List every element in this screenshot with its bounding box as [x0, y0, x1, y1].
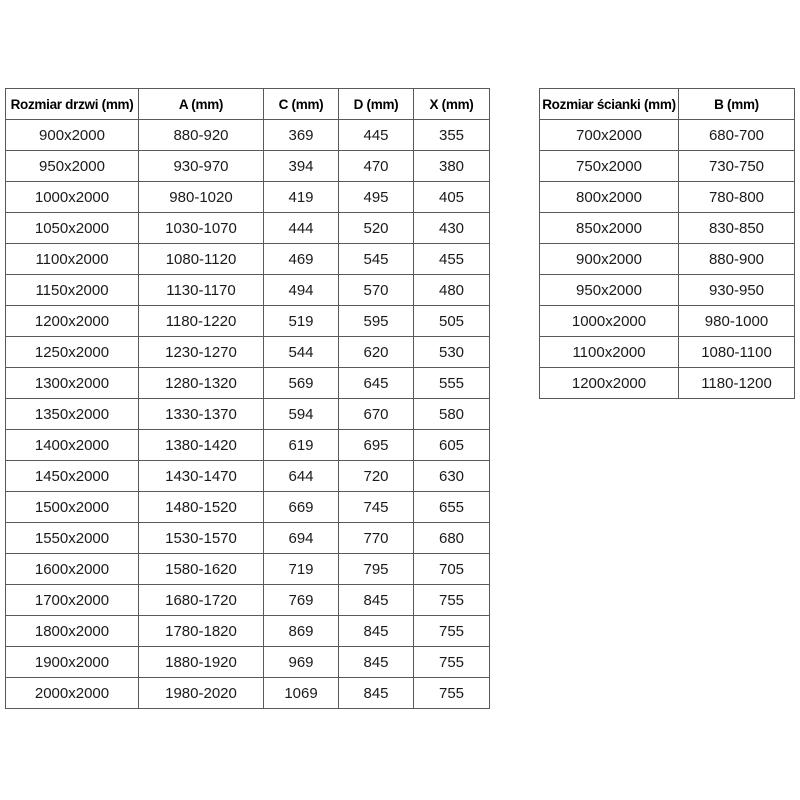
column-header: D (mm): [339, 89, 414, 120]
table-cell: 1200x2000: [540, 368, 679, 399]
table-cell: 620: [339, 337, 414, 368]
table-cell: 695: [339, 430, 414, 461]
table-row: [6, 182, 490, 213]
table-cell: 630: [414, 461, 490, 492]
table-cell: 455: [414, 244, 490, 275]
table-cell: 694: [264, 523, 339, 554]
table-row: [6, 244, 490, 275]
table-row: [540, 213, 795, 244]
table-row: [540, 244, 795, 275]
table-cell: 545: [339, 244, 414, 275]
table-cell: 900x2000: [540, 244, 679, 275]
table-cell: 780-800: [679, 182, 795, 213]
table-cell: 570: [339, 275, 414, 306]
table-row: [6, 616, 490, 647]
table-cell: 1500x2000: [6, 492, 139, 523]
table-cell: 670: [339, 399, 414, 430]
table-row: [540, 368, 795, 399]
table-cell: 769: [264, 585, 339, 616]
table-cell: 669: [264, 492, 339, 523]
table-cell: 470: [339, 151, 414, 182]
table-row: [540, 275, 795, 306]
table-cell: 1080-1100: [679, 337, 795, 368]
table-cell: 2000x2000: [6, 678, 139, 709]
table-cell: 845: [339, 678, 414, 709]
table-cell: 755: [414, 585, 490, 616]
table-cell: 980-1000: [679, 306, 795, 337]
table-cell: 655: [414, 492, 490, 523]
table-row: [540, 182, 795, 213]
table-cell: 680-700: [679, 120, 795, 151]
table-row: [6, 492, 490, 523]
table-cell: 580: [414, 399, 490, 430]
table-row: [6, 120, 490, 151]
table-cell: 869: [264, 616, 339, 647]
wall-table-header-row: [540, 89, 795, 120]
table-cell: 1430-1470: [139, 461, 264, 492]
wall-size-table: [539, 88, 795, 399]
table-cell: 1700x2000: [6, 585, 139, 616]
table-cell: 419: [264, 182, 339, 213]
table-cell: 800x2000: [540, 182, 679, 213]
table-row: [6, 368, 490, 399]
table-cell: 680: [414, 523, 490, 554]
table-cell: 1000x2000: [540, 306, 679, 337]
table-cell: 1180-1220: [139, 306, 264, 337]
table-cell: 480: [414, 275, 490, 306]
table-cell: 405: [414, 182, 490, 213]
table-cell: 845: [339, 616, 414, 647]
table-row: [6, 151, 490, 182]
table-row: [540, 151, 795, 182]
table-cell: 1680-1720: [139, 585, 264, 616]
table-cell: 605: [414, 430, 490, 461]
table-row: [540, 337, 795, 368]
table-cell: 980-1020: [139, 182, 264, 213]
table-cell: 595: [339, 306, 414, 337]
table-cell: 369: [264, 120, 339, 151]
column-header: C (mm): [264, 89, 339, 120]
table-cell: 1180-1200: [679, 368, 795, 399]
table-cell: 1450x2000: [6, 461, 139, 492]
table-cell: 720: [339, 461, 414, 492]
table-row: [6, 430, 490, 461]
column-header: B (mm): [679, 89, 795, 120]
table-row: [6, 337, 490, 368]
table-cell: 619: [264, 430, 339, 461]
column-header: X (mm): [414, 89, 490, 120]
table-cell: 1780-1820: [139, 616, 264, 647]
table-cell: 795: [339, 554, 414, 585]
table-row: [6, 275, 490, 306]
table-cell: 880-900: [679, 244, 795, 275]
table-cell: 555: [414, 368, 490, 399]
table-cell: 644: [264, 461, 339, 492]
door-size-table: [5, 88, 490, 709]
table-cell: 705: [414, 554, 490, 585]
table-cell: 700x2000: [540, 120, 679, 151]
table-cell: 505: [414, 306, 490, 337]
table-cell: 1550x2000: [6, 523, 139, 554]
table-cell: 1330-1370: [139, 399, 264, 430]
table-cell: 1400x2000: [6, 430, 139, 461]
table-row: [540, 120, 795, 151]
table-cell: 845: [339, 647, 414, 678]
table-cell: 1480-1520: [139, 492, 264, 523]
table-row: [6, 523, 490, 554]
table-cell: 520: [339, 213, 414, 244]
table-row: [6, 399, 490, 430]
table-cell: 1250x2000: [6, 337, 139, 368]
column-header: Rozmiar drzwi (mm): [6, 89, 139, 120]
table-cell: 1280-1320: [139, 368, 264, 399]
table-row: [6, 585, 490, 616]
table-cell: 495: [339, 182, 414, 213]
table-cell: 745: [339, 492, 414, 523]
table-cell: 755: [414, 678, 490, 709]
table-cell: 950x2000: [540, 275, 679, 306]
table-cell: 1300x2000: [6, 368, 139, 399]
table-cell: 1380-1420: [139, 430, 264, 461]
table-cell: 530: [414, 337, 490, 368]
table-cell: 730-750: [679, 151, 795, 182]
table-cell: 394: [264, 151, 339, 182]
table-cell: 469: [264, 244, 339, 275]
table-cell: 1580-1620: [139, 554, 264, 585]
table-row: [6, 461, 490, 492]
table-row: [6, 678, 490, 709]
table-row: [6, 213, 490, 244]
table-cell: 645: [339, 368, 414, 399]
table-cell: 1350x2000: [6, 399, 139, 430]
table-row: [540, 306, 795, 337]
table-cell: 750x2000: [540, 151, 679, 182]
table-cell: 845: [339, 585, 414, 616]
table-cell: 380: [414, 151, 490, 182]
table-cell: 1150x2000: [6, 275, 139, 306]
column-header: Rozmiar ścianki (mm): [540, 89, 679, 120]
table-cell: 1069: [264, 678, 339, 709]
table-cell: 969: [264, 647, 339, 678]
table-cell: 1800x2000: [6, 616, 139, 647]
table-cell: 594: [264, 399, 339, 430]
table-row: [6, 647, 490, 678]
table-cell: 930-970: [139, 151, 264, 182]
table-cell: 1880-1920: [139, 647, 264, 678]
table-cell: 770: [339, 523, 414, 554]
table-cell: 1050x2000: [6, 213, 139, 244]
table-cell: 1530-1570: [139, 523, 264, 554]
table-cell: 444: [264, 213, 339, 244]
table-cell: 519: [264, 306, 339, 337]
table-cell: 544: [264, 337, 339, 368]
table-row: [6, 306, 490, 337]
table-cell: 900x2000: [6, 120, 139, 151]
table-cell: 850x2000: [540, 213, 679, 244]
table-cell: 355: [414, 120, 490, 151]
table-cell: 719: [264, 554, 339, 585]
table-row: [6, 554, 490, 585]
table-cell: 950x2000: [6, 151, 139, 182]
door-table-header-row: [6, 89, 490, 120]
table-cell: 569: [264, 368, 339, 399]
table-cell: 755: [414, 616, 490, 647]
table-cell: 430: [414, 213, 490, 244]
table-cell: 1980-2020: [139, 678, 264, 709]
table-cell: 445: [339, 120, 414, 151]
table-cell: 1200x2000: [6, 306, 139, 337]
table-cell: 1130-1170: [139, 275, 264, 306]
column-header: A (mm): [139, 89, 264, 120]
table-cell: 930-950: [679, 275, 795, 306]
table-cell: 1080-1120: [139, 244, 264, 275]
table-cell: 830-850: [679, 213, 795, 244]
table-cell: 1230-1270: [139, 337, 264, 368]
table-cell: 1030-1070: [139, 213, 264, 244]
table-cell: 1600x2000: [6, 554, 139, 585]
table-cell: 1900x2000: [6, 647, 139, 678]
table-cell: 494: [264, 275, 339, 306]
table-cell: 1100x2000: [6, 244, 139, 275]
table-cell: 1000x2000: [6, 182, 139, 213]
table-cell: 1100x2000: [540, 337, 679, 368]
table-cell: 880-920: [139, 120, 264, 151]
table-cell: 755: [414, 647, 490, 678]
